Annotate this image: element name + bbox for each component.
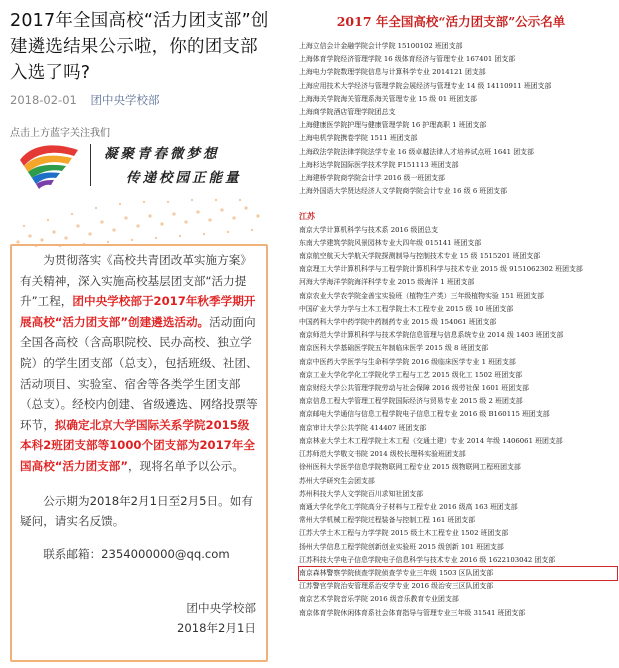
notice-text: 为贯彻落实《高校共青团改革实施方案》有关精神，深入实施高校基层团支部“活力提升”工程，: [20, 253, 252, 309]
list-item: 上海应用技术大学经济与管理学院会展经济与管理专业 14 级 14110911 班团支部: [299, 81, 552, 90]
list-item: 南京林业大学土木工程学院土木工程（交通土建）专业 2014 年级 1406061 班团支部: [299, 436, 563, 445]
list-item: 河海大学海洋学院海洋科学专业 2015 级海洋 1 班团支部: [299, 278, 475, 287]
section-gap: [299, 198, 617, 210]
article-meta: [10, 92, 170, 108]
signature-date: 2018年2月1日: [176, 620, 256, 635]
list-item: 南京航空航天大学航天学院探测制导与控制技术专业 15 级 1515201 班团支部: [299, 252, 541, 261]
list-item: 扬州大学信息工程学院创新创业实验班 2015 级创新 101 班团支部: [299, 542, 504, 551]
notice-paragraph-2: 公示期为2018年2月1日至2月5日。如有疑问，请实名反馈。: [20, 493, 253, 529]
slogan-line-2: 传递校园正能量: [126, 170, 242, 186]
list-item: 南京中医药大学医学与生命科学学院 2016 级临床医学专业 1 班团支部: [299, 357, 516, 366]
list-item: 江苏警官学院治安管理系治安学专业 2016 级治安三区队团支部: [299, 582, 494, 591]
list-item: 苏州科技大学人文学院百川求知社团支部: [299, 489, 424, 498]
list-item: 苏州大学研究生会团支部: [299, 476, 375, 485]
signature-org: 团中央学校部: [186, 600, 256, 615]
list-item: 南京农业大学农学院金善宝实验班（植物生产类）三年级植物实验 151 班团支部: [299, 291, 544, 300]
list-item: 南京审计大学公共学院 414407 班团支部: [299, 423, 427, 432]
contact-email: 联系邮箱：2354000000@qq.com: [43, 546, 230, 561]
list-item: 常州大学机械工程学院过程装备与控制工程 161 班团支部: [299, 516, 476, 525]
list-item: 上海外国语大学贤达经济人文学院商学院会计专业 16 级 6 班团支部: [299, 187, 507, 196]
account-link[interactable]: 团中央学校部: [90, 93, 160, 107]
list-item: 南京邮电大学通信与信息工程学院电子信息工程专业 2016 级 B160115 班团支部: [299, 410, 550, 419]
list-item: 上海政法学院法律学院法学专业 16 级卓越法律人才培养试点班 1641 团支部: [299, 147, 534, 156]
list-item: 上海商学院酒店管理学院团总支: [299, 108, 396, 117]
list-title: 2017 年全国高校“活力团支部”公示名单: [336, 14, 566, 29]
list-item: 上海体育学院经济管理学院 16 级体育经济与管理专业 167401 团支部: [299, 55, 516, 64]
list-item: 江苏科技大学电子信息学院电子信息科学与技术专业 2016 级 1622103042 团支部: [299, 555, 556, 564]
list-item: 中国矿业大学力学与土木工程学院土木工程专业 2015 级 10 班团支部: [299, 304, 514, 313]
slogan-line-1: 凝聚青春微梦想: [104, 146, 220, 162]
list-item: 南京医科大学基础医学院五年制临床医学 2015 级 8 班团支部: [299, 344, 489, 353]
list-item: 徐州医科大学医学信息学院物联网工程专业 2015 级物联网工程班团支部: [299, 463, 521, 472]
article-panel: [0, 0, 272, 668]
list-body: [299, 40, 617, 620]
list-item: 南京艺术学院音乐学院 2016 级音乐教育专业团支部: [299, 595, 459, 604]
list-item: 南京理工大学计算机科学与工程学院计算机科学与技术专业 2015 级 9151062302 班团支部: [299, 265, 583, 274]
notice-highlight: 团中央学校部于2017年秋季学期开展高校“活力团支部”创建遴选活动。: [20, 294, 256, 329]
region-label-jiangsu: 江苏: [299, 211, 315, 222]
list-item: 江苏大学土木工程与力学学院 2015 级土木工程专业 1502 班团支部: [299, 529, 509, 538]
list-item: 南通大学化学化工学院高分子材料与工程专业 2016 级高 163 班团支部: [299, 502, 518, 511]
list-item: 上海电力学院数理学院信息与计算科学专业 2014121 团支部: [299, 68, 486, 77]
list-item: 南京体育学院休闲体育系社会体育指导与管理专业三年级 31541 班团支部: [299, 608, 526, 617]
list-item: 江苏师范大学敬文书院 2014 级校长理科实验班团支部: [299, 450, 466, 459]
list-item: 南京工业大学化学化工学院化学工程与工艺 2015 级化工 1502 班团支部: [299, 370, 522, 379]
notice-highlight: 拟确定北京大学国际关系学院2015级本科2班团支部等1000个团支部为2017年全国高校“活力团支部”: [20, 417, 255, 473]
banner-divider: [90, 144, 91, 186]
notice-text: 活动面向全国各高校（含高职院校、民办高校、独立学院）的学生团支部（总支），包括班级、社团、活动项目、实验室、宿舍等各类学生团支部（总支）。经校内创建、省级遴选、网络投票等环节，: [20, 314, 258, 432]
list-item: 上海立信会计金融学院会计学院 15100102 班团支部: [299, 42, 463, 50]
shanghai-section: [299, 40, 617, 198]
list-item: 南京师范大学计算机科学与技术学院信息管理与信息系统专业 2014 级 1403 班团支部: [299, 331, 564, 340]
notice-signature: [20, 598, 260, 638]
highlighted-list-item: 南京森林警察学院侦查学院侦查学专业三年级 1503 区队团支部: [299, 567, 617, 580]
notice-text: ，现将名单予以公示。: [128, 458, 244, 473]
youth-league-logo-icon: [14, 138, 90, 192]
notice-box: [10, 244, 268, 662]
list-item: 南京财经大学公共管理学院劳动与社会保障 2016 级劳社保 1601 班团支部: [299, 384, 529, 393]
jiangsu-section: [299, 224, 617, 620]
list-item: 上海海关学院海关管理系海关管理专业 15 级 01 班团支部: [299, 94, 477, 103]
list-item: 上海建桥学院商学院会计学 2016 级一班团支部: [299, 174, 445, 183]
notice-paragraph-1: [20, 250, 260, 477]
list-item: 南京信息工程大学管理工程学院国际经济与贸易专业 2015 级 2 班团支部: [299, 397, 523, 406]
list-item: 上海健康医学院护理与健康管理学院 16 护理高职 1 班团支部: [299, 121, 487, 130]
article-banner: [14, 138, 262, 192]
article-date: 2018-02-01: [10, 93, 77, 107]
list-document: [283, 0, 619, 668]
follow-hint[interactable]: 点击上方蓝字关注我们: [10, 128, 110, 139]
list-item: 上海电机学院携卷学院 1511 班团支部: [299, 134, 418, 143]
list-item: 东南大学建筑学院风景园林专业大四年级 015141 班团支部: [299, 238, 482, 247]
list-item: 中国药科大学中药学院中药制药专业 2015 级 154061 班团支部: [299, 318, 497, 327]
list-item: 上海杉达学院国际医学技术学院 F151113 班团支部: [299, 160, 459, 169]
list-item: 南京大学计算机科学与技术系 2016 级团总支: [299, 225, 439, 234]
article-title: 2017年全国高校“活力团支部”创建遴选结果公示啦，你的团支部入选了吗?: [10, 11, 269, 83]
decorative-dots: [10, 196, 266, 248]
